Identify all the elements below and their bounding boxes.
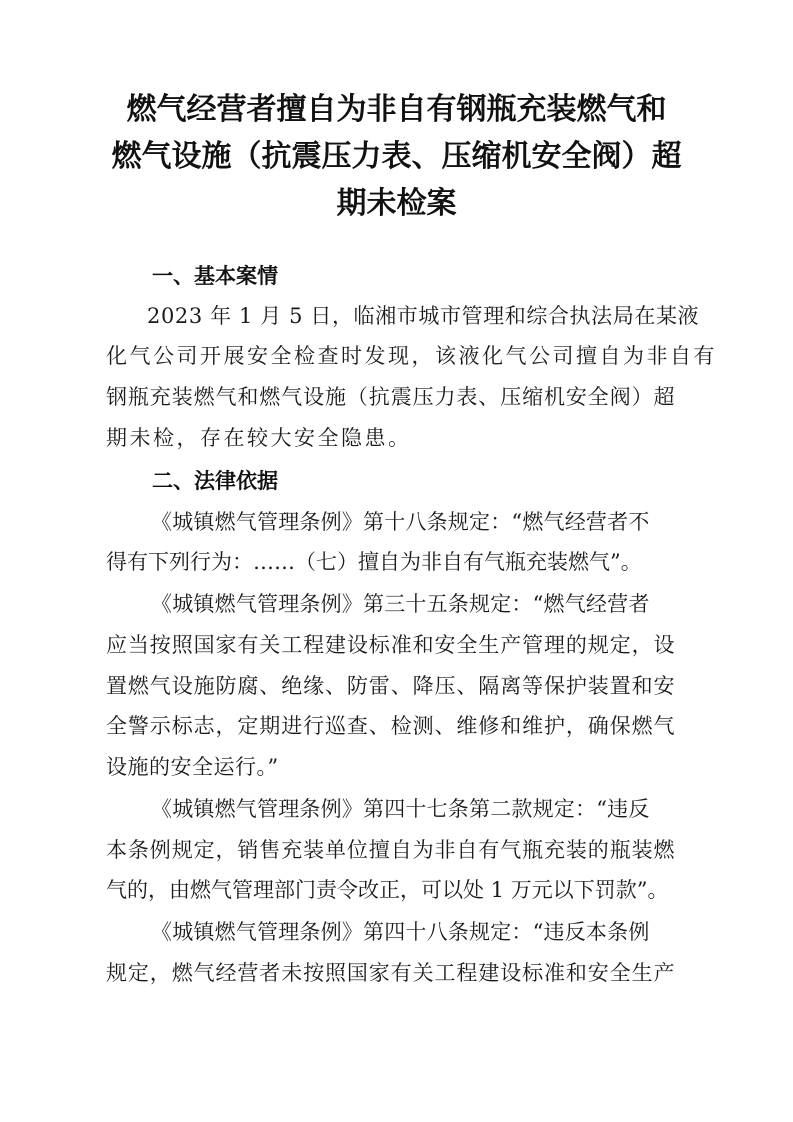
text-line: 《城镇燃气管理条例》第四十八条规定：“违反本条例 (151, 920, 650, 944)
document-title (100, 86, 693, 227)
text-line: 气的，由燃气管理部门责令改正，可以处 1 万元以下罚款”。 (106, 878, 669, 902)
text-line: 《城镇燃气管理条例》第三十五条规定：“燃气经营者 (151, 592, 650, 616)
text-line: 2023 年 1 月 5 日，临湘市城市管理和综合执法局在某液 (147, 304, 700, 328)
text-line: 期未检，存在较大安全隐患。 (106, 426, 412, 450)
title-line: 期未检案 (336, 186, 457, 221)
text-line: 本条例规定，销售充装单位擅自为非自有气瓶充装的瓶装燃 (106, 838, 676, 862)
text-line: 置燃气设施防腐、绝缘、防雷、降压、隔离等保护装置和安 (106, 674, 676, 698)
text-line: 《城镇燃气管理条例》第四十七条第二款规定：“违反 (151, 797, 650, 821)
section-heading-basic-facts: 一、基本案情 (152, 264, 278, 288)
text-line: 钢瓶充装燃气和燃气设施（抗震压力表、压缩机安全阀）超 (106, 385, 676, 409)
text-line: 规定，燃气经营者未按照国家有关工程建设标准和安全生产 (106, 961, 676, 985)
text-line: 应当按照国家有关工程建设标准和安全生产管理的规定，设 (106, 633, 676, 657)
text-line: 《城镇燃气管理条例》第十八条规定：“燃气经营者不 (151, 510, 650, 534)
section-heading-legal-basis: 二、法律依据 (152, 469, 278, 493)
text-line: 设施的安全运行。” (106, 755, 279, 779)
title-line: 燃气设施（抗震压力表、压缩机安全阀）超 (111, 139, 682, 174)
text-line: 化气公司开展安全检查时发现，该液化气公司擅自为非自有 (106, 344, 717, 368)
text-line: 全警示标志，定期进行巡查、检测、维修和维护，确保燃气 (106, 714, 676, 738)
text-line: 得有下列行为：……（七）擅自为非自有气瓶充装燃气”。 (106, 550, 642, 574)
title-line: 燃气经营者擅自为非自有钢瓶充装燃气和 (126, 92, 667, 127)
